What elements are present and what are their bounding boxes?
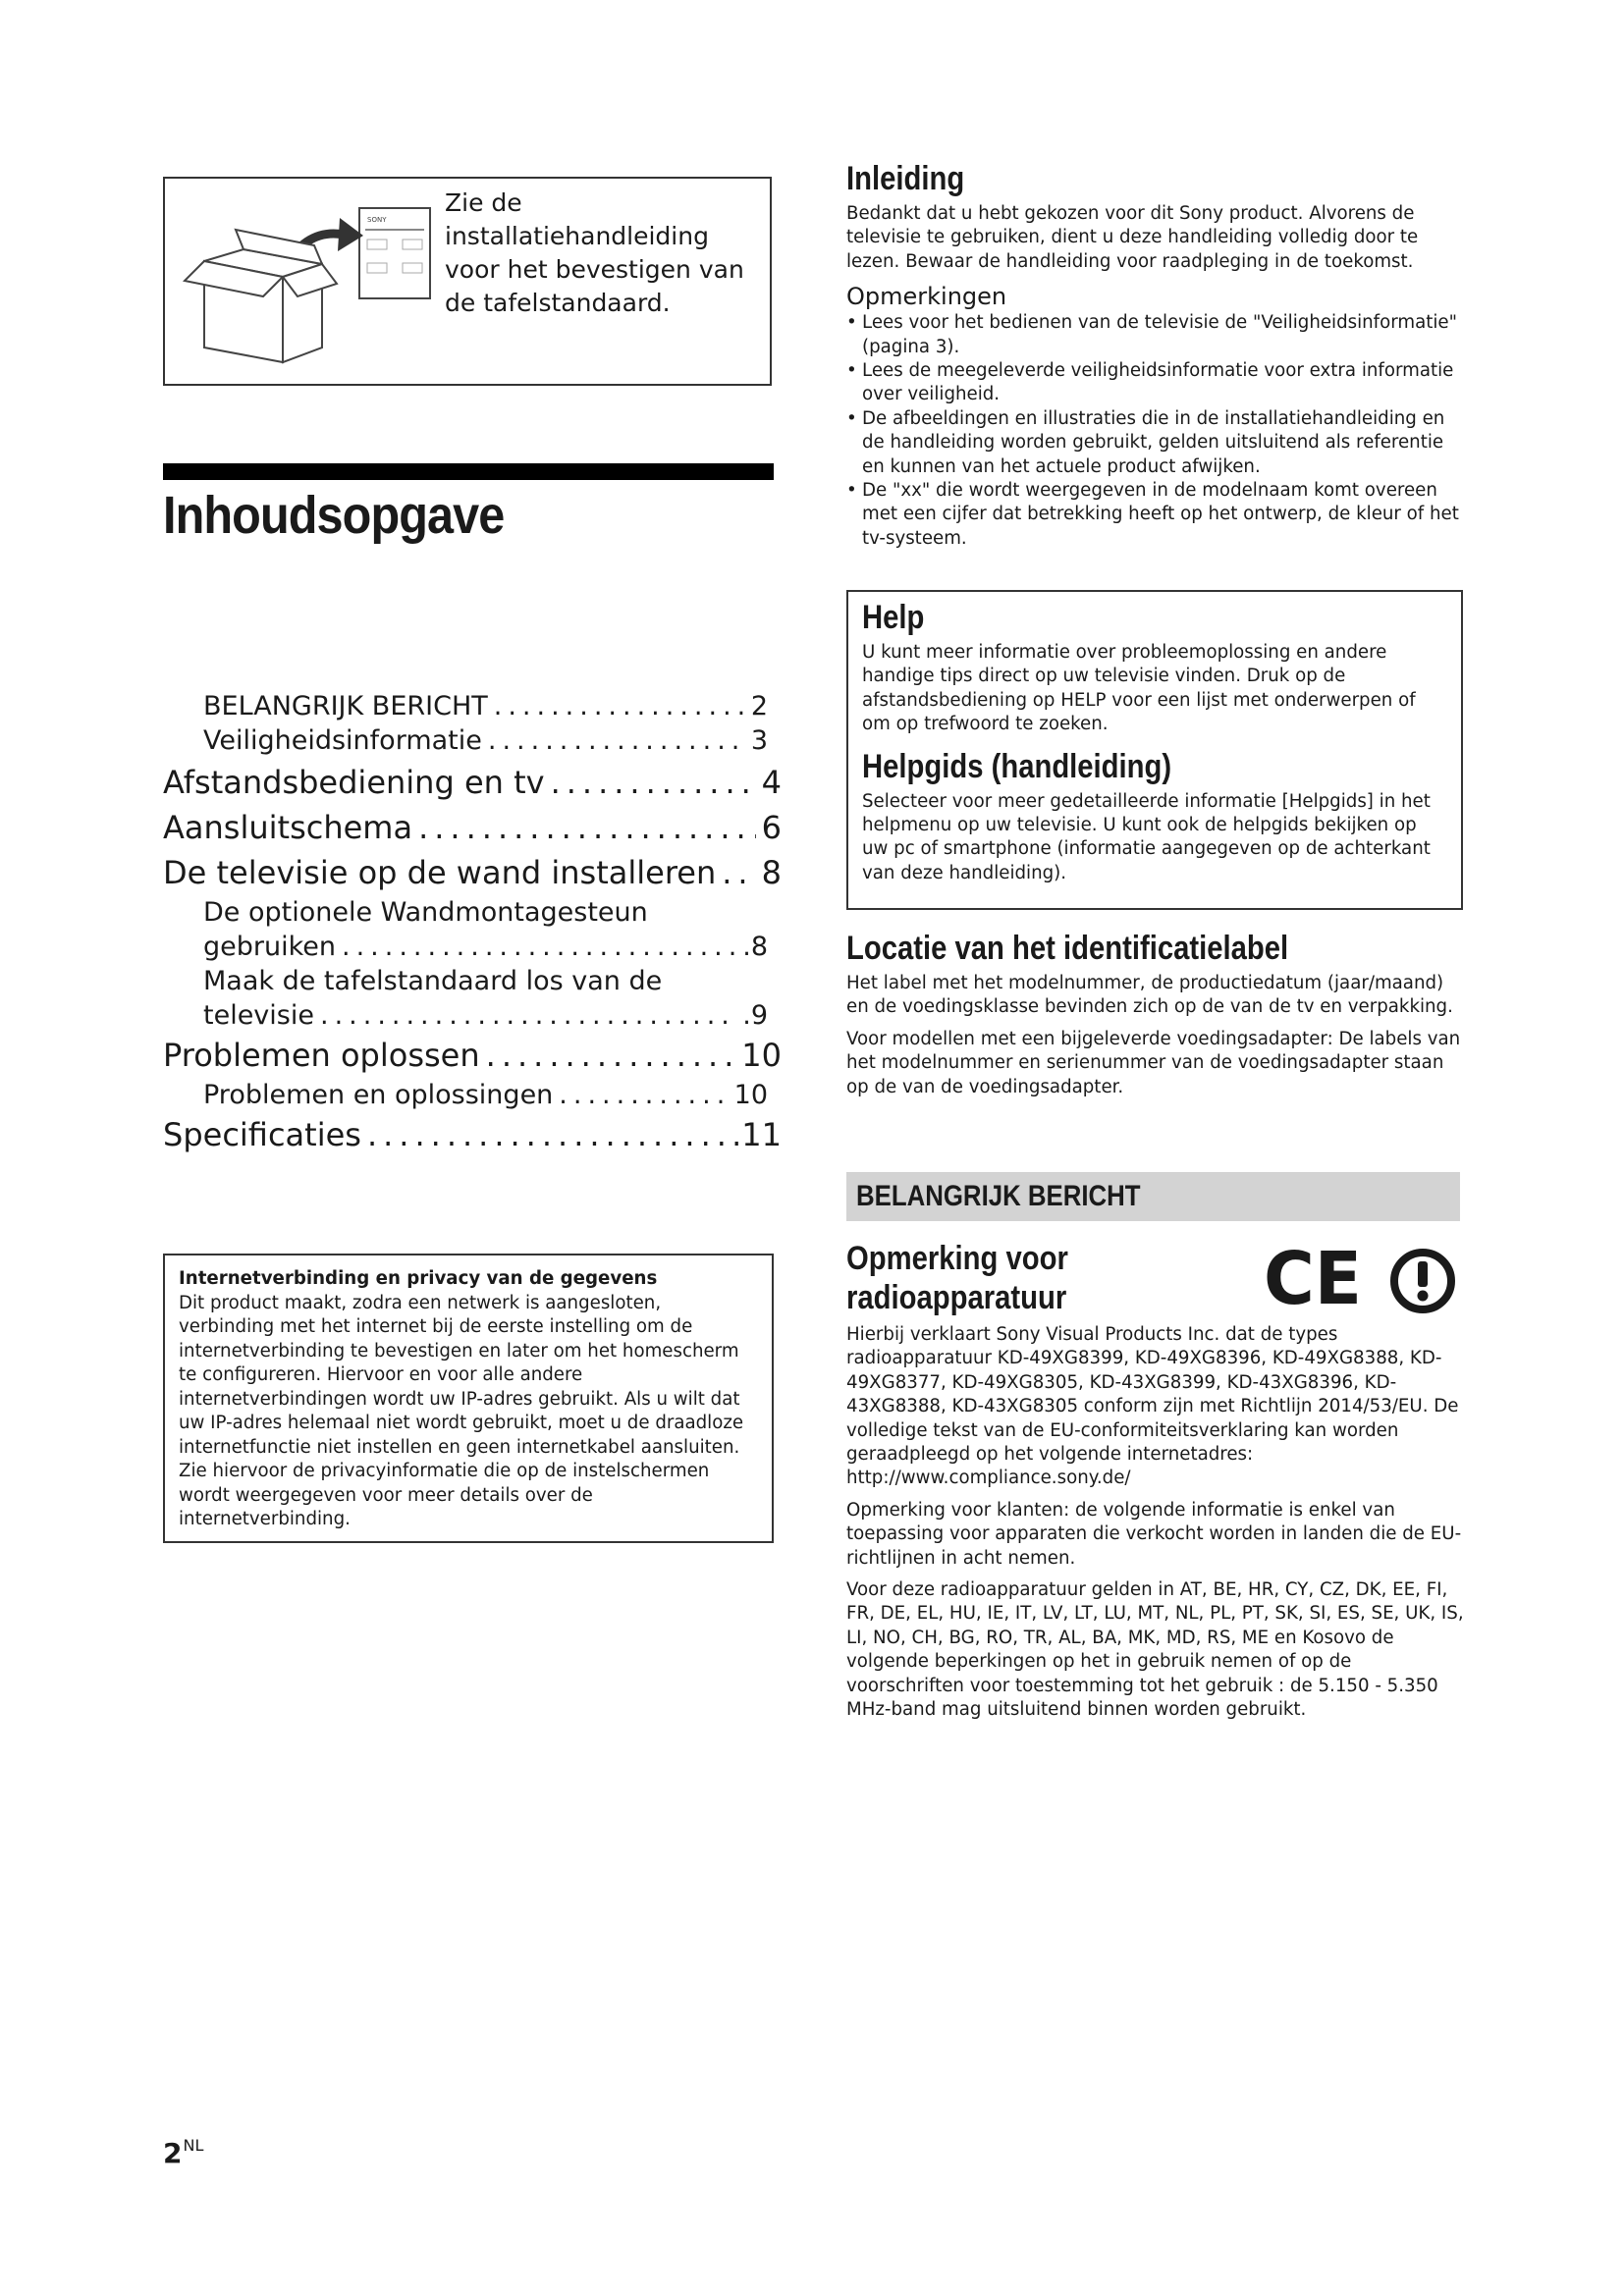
privacy-body: Dit product maakt, zodra een netwerk is aangesloten, verbinding met het internet bij de eerste instelling om de internetverbinding te bevestigen en later om het homescherm te configureren. Hiervoor en voor alle andere internetverbindingen wordt uw IP-adres gebruikt. Als u wilt dat uw IP-adres helemaal niet wordt gebruikt, moet u de draadloze internetfunctie niet instellen en geen internetkabel aansluiten. Zie hiervoor de privacyinformatie die op de instelschermen wordt weergegeven voor meer details over de internetverbinding.: [179, 1292, 744, 1529]
install-note-text: Zie de installatiehandleiding voor het bevestigen van de tafelstandaard.: [445, 188, 744, 317]
privacy-title: Internetverbinding en privacy van de gegevens: [179, 1268, 658, 1289]
list-item: • De afbeeldingen en illustraties die in de installatiehandleiding en de handleiding worden gebruikt, gelden uitsluitend als referentie en kunnen van het actuele product afwijken.: [846, 407, 1463, 479]
label-location-title: Locatie van het identificatielabel: [846, 930, 1289, 967]
helpgids-body: Selecteer voor meer gedetailleerde informatie [Helpgids] in het helpmenu op uw televisie. U kunt ook de helpgids bekijken op uw pc of smartphone (informatie aangegeven op de achterkant van deze handleiding).: [862, 790, 1431, 883]
toc-entry-line1[interactable]: Maak de tafelstandaard los van de: [203, 966, 663, 996]
toc-entry[interactable]: [163, 1112, 782, 1157]
page-number-suffix: NL: [183, 2136, 204, 2155]
label-location-body2: Voor modellen met een bijgeleverde voedingsadapter: De labels van het modelnummer en serienummer van de voedingsadapter staan op de van de voedingsadapter.: [846, 1028, 1461, 1097]
toc-entry[interactable]: [163, 930, 768, 964]
toc-entry[interactable]: [163, 850, 782, 895]
install-note-box: [163, 177, 772, 386]
notice-bar: [846, 1172, 1460, 1221]
toc-entry-page: .9: [742, 1000, 768, 1031]
toc-entry-page: 10: [733, 1080, 768, 1110]
radio-paragraph: Voor deze radioapparatuur gelden in AT, BE, HR, CY, CZ, DK, EE, FI, FR, DE, EL, HU, IE, IT, LV, LT, LU, MT, NL, PL, PT, SK, SI, ES, SE, UK, IS, LI, NO, CH, BG, RO, TR, AL, BA, MK, MD, RS, ME en Kosovo de volgende beperkingen op het in gebruik nemen of op de voorschriften voor toestemming tot het gebruik : de 5.150 - 5.350 MHz-band mag uitsluitend binnen worden gebruikt.: [846, 1579, 1464, 1721]
toc-entry[interactable]: [163, 805, 782, 850]
toc-entry-label: Problemen en oplossingen: [203, 1080, 554, 1110]
toc-entry[interactable]: [163, 760, 782, 805]
list-item: • Lees de meegeleverde veiligheidsinformatie voor extra informatie over veiligheid.: [846, 359, 1463, 407]
table-of-contents: [163, 689, 782, 1157]
toc-entry-page: 2: [750, 691, 768, 721]
toc-title-bar: [163, 463, 774, 480]
toc-entry-label: Problemen oplossen: [163, 1037, 480, 1074]
radio-paragraph: Hierbij verklaart Sony Visual Products Inc. dat de types radioapparatuur KD-49XG8399, KD-49XG8396, KD-49XG8388, KD-49XG8377, KD-49XG8305, KD-43XG8399, KD-43XG8396, KD-43XG8388, KD-43XG8305 conform zijn met Richtlijn 2014/53/EU. De volledige tekst van de EU-conformiteitsverklaring kan worden geraadpleegd op het volgende internetadres: http://www.compliance.sony.de/: [846, 1324, 1459, 1489]
helpgids-title: Helpgids (handleiding): [862, 747, 1172, 785]
toc-entry-label: De televisie op de wand installeren: [163, 854, 717, 891]
toc-entry[interactable]: [163, 998, 768, 1033]
toc-entry-label: Afstandsbediening en tv: [163, 764, 545, 801]
notice-bar-title: BELANGRIJK BERICHT: [856, 1180, 1141, 1212]
page-number-value: 2: [163, 2137, 183, 2169]
toc-entry[interactable]: [163, 1033, 782, 1078]
label-location-section: [846, 929, 1463, 1099]
toc-title: Inhoudsopgave: [163, 486, 505, 545]
list-item: • De "xx" die wordt weergegeven in de modelnaam komt overeen met een cijfer dat betrekking heeft op het ontwerp, de kleur of het tv-systeem.: [846, 479, 1463, 551]
toc-entry-page: 6: [761, 809, 782, 846]
notes-list: [846, 311, 1463, 551]
toc-entry-label: gebruiken: [203, 932, 336, 962]
intro-section: [846, 159, 1463, 551]
help-title: Help: [862, 599, 925, 636]
list-item: • Lees voor het bedienen van de televisie de "Veiligheidsinformatie" (pagina 3).: [846, 311, 1463, 359]
help-body: U kunt meer informatie over probleemoplossing en andere handige tips direct op uw televisie vinden. Druk op de afstandsbediening op HELP voor een lijst met onderwerpen of om op trefwoord te zoeken.: [862, 642, 1416, 735]
ce-mark-icon: [1264, 1245, 1372, 1317]
intro-body: Bedankt dat u hebt gekozen voor dit Sony product. Alvorens de televisie te gebruiken, dient u deze handleiding volledig door te lezen. Bewaar de handleiding voor raadpleging in de toekomst.: [846, 203, 1419, 272]
toc-entry-page: 8: [761, 854, 782, 891]
radio-title: [846, 1239, 1068, 1317]
label-location-body1: Het label met het modelnummer, de productiedatum (jaar/maand) en de voedingsklasse bevinden zich op de van de tv en verpakking.: [846, 973, 1453, 1018]
privacy-box: [163, 1254, 774, 1543]
box-manual-illustration-icon: [175, 190, 440, 377]
toc-entry-line1[interactable]: De optionele Wandmontagesteun: [203, 897, 648, 928]
toc-entry-label: BELANGRIJK BERICHT: [203, 691, 488, 721]
toc-entry[interactable]: [163, 1078, 768, 1112]
toc-entry-label: Specificaties: [163, 1116, 361, 1153]
page-number: [163, 2136, 203, 2169]
toc-entry-page: 10: [741, 1037, 782, 1074]
manual-brand: SONY: [367, 216, 387, 224]
toc-entry[interactable]: [163, 689, 768, 723]
toc-entry-page: 4: [761, 764, 782, 801]
radio-title-line1: Opmerking voor: [846, 1240, 1068, 1277]
toc-entry-label: Aansluitschema: [163, 809, 413, 846]
help-box: [846, 590, 1463, 910]
ce-mark-text: CE: [1264, 1245, 1362, 1313]
radio-paragraph: Opmerking voor klanten: de volgende informatie is enkel van toepassing voor apparaten die verkocht worden in landen die de EU-richtlijnen in acht nemen.: [846, 1499, 1462, 1569]
toc-entry[interactable]: [163, 723, 768, 758]
toc-entry-page: .11: [731, 1116, 782, 1153]
alert-circle-icon: [1388, 1247, 1457, 1319]
toc-entry-label: televisie: [203, 1000, 314, 1031]
radio-notice-text: [846, 1323, 1475, 1731]
toc-entry-page: 3: [750, 725, 768, 756]
intro-title: Inleiding: [846, 160, 965, 197]
radio-title-line2: radioapparatuur: [846, 1279, 1067, 1316]
toc-entry-page: .8: [742, 932, 768, 962]
notes-title: Opmerkingen: [846, 283, 1007, 311]
toc-entry-label: Veiligheidsinformatie: [203, 725, 482, 756]
